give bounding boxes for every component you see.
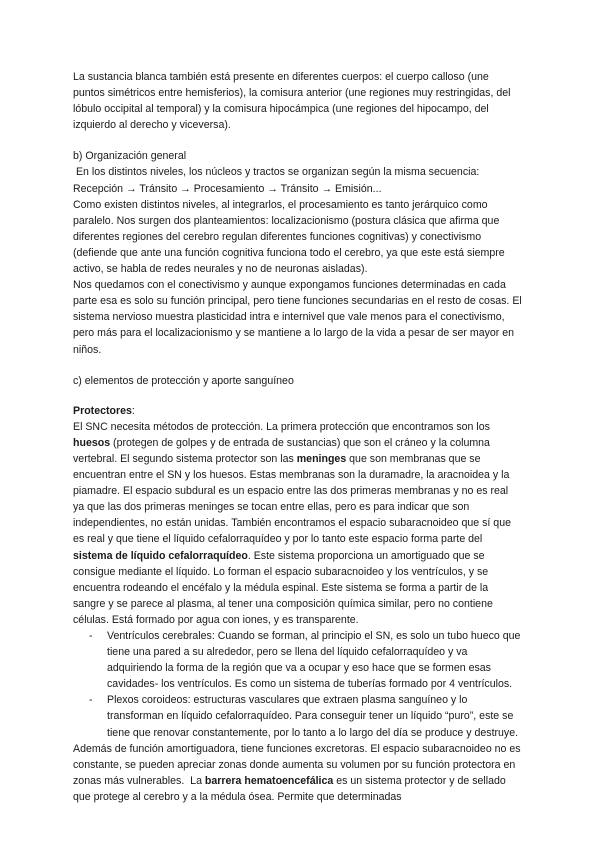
dash-bullet: -: [89, 630, 93, 642]
list-item: [89, 692, 522, 740]
spacer: [73, 133, 522, 148]
text-run: que son membranas que se encuentran entre el SN y los huesos. Estas membranas son la duramadre, la aracnoidea y la piamadre. El espacio subdural es un espacio entre las dos primeras membranas y no es real ya que las dos primeras meninges se tocan entre ellas, pero es para indicar que son independientes, no están unidas. También encontramos el espacio subaracnoideo que sí que es real y que tiene el líquido cefalorraquídeo y por lo tanto este espacio forma parte del: [73, 452, 511, 546]
list-item-text: Plexos coroideos: estructuras vasculares que extraen plasma sanguíneo y lo transforman en líquido cefalorraquídeo. Para conseguir tener un líquido “puro”, este se tiene que renovar constantemente, por lo tanto a lo largo del día se produce y destruye.: [107, 694, 519, 739]
term-barrera: barrera hematoencefálica: [204, 774, 334, 787]
term-huesos: huesos: [73, 436, 111, 449]
spacer: [73, 389, 522, 403]
term-sistema-liquido: sistema de líquido cefalorraquídeo: [73, 549, 248, 562]
protection-paragraph: [73, 419, 522, 628]
function-paragraph: [73, 741, 522, 805]
section-b-conectivismo-paragraph: Nos quedamos con el conectivismo y aunque expongamos funciones determinadas en cada parte esa es solo su función principal, pero tiene funciones secundarias en el resto de cosas. El sistema nervioso muestra plasticidad intra e internivel que vale menos para el conectivismo, pero más para el localizacionismo y se mantiene a lo largo de la vida a pesar de ser mayor en niños.: [73, 279, 522, 356]
dash-bullet: -: [89, 694, 93, 707]
list-item-text: Ventrículos cerebrales: Cuando se forman, al principio el SN, es solo un tubo hueco que tiene una pared a su alrededor, pero se llena del líquido cefalorraquídeo y va adquiriendo la forma de la región que va a ocupar y eso hace que se formen esas cavidades- los ventrículos. Es como un sistema de tuberías formado por 4 ventrículos.: [107, 630, 521, 691]
section-b-sequence-paragraph: En los distintos niveles, los núcleos y tractos se organizan según la misma secuencia: Recepción → Tránsito → Procesamiento → Tránsito → Emisión...: [73, 166, 483, 195]
structures-list: [73, 628, 522, 741]
text-run: (protegen de golpes y de entrada de sustancias) que son el cráneo y la columna vertebral. El segundo sistema protector son las: [73, 436, 490, 465]
text-run: . Este sistema proporciona un amortiguado que se consigue mediante el líquido. Lo forman el espacio subaracnoideo y los ventrículos, y se encuentra rodeando el encéfalo y la médula espinal. Este sistema se forma a partir de la sangre y se parece al plasma, al tener una composición química similar, pero no contiene células. Está formado por agua con iones, y es transparente.: [73, 549, 493, 626]
protectores-heading: [73, 403, 522, 419]
term-meninges: meninges: [296, 452, 347, 465]
text-run: Además de función amortiguadora, tiene funciones excretoras. El espacio subaracnoideo no es constante, se pueden apreciar zonas donde aumenta su volumen por su función protectora en zonas más vulnerables. La: [73, 742, 524, 787]
section-b-heading: b) Organización general: [73, 150, 187, 163]
section-c-heading: c) elementos de protección y aporte sanguíneo: [73, 374, 294, 387]
text-run: es un sistema protector y de sellado que protege al cerebro y a la médula ósea. Permite que determinadas: [73, 774, 506, 803]
list-item: [89, 628, 522, 692]
section-b-processing-paragraph: Como existen distintos niveles, al integrarlos, el procesamiento es tanto jerárquico como paralelo. Nos surgen dos planteamientos: localizacionismo (postura clásica que afirma que diferentes regiones del cerebro regulan diferentes funciones cognitivas) y conectivismo (defiende que ante una función cognitiva funciona todo el cerebro, ya que este está siempre activo, se habla de redes neurales y no de neuronas aisladas).: [73, 198, 505, 276]
intro-paragraph: La sustancia blanca también está presente en diferentes cuerpos: el cuerpo calloso (une puntos simétricos entre hemisferios), la comisura anterior (une regiones muy restringidas, del lóbulo occipital al temporal) y la comisura hipocámpica (une regiones del hipocampo, del izquierdo al derecho y viceversa).: [73, 71, 511, 132]
protectores-label: Protectores: [73, 404, 132, 417]
text-run: El SNC necesita métodos de protección. La primera protección que encontramos son los: [73, 420, 490, 433]
spacer: [73, 358, 522, 373]
protectores-colon: :: [131, 404, 135, 417]
